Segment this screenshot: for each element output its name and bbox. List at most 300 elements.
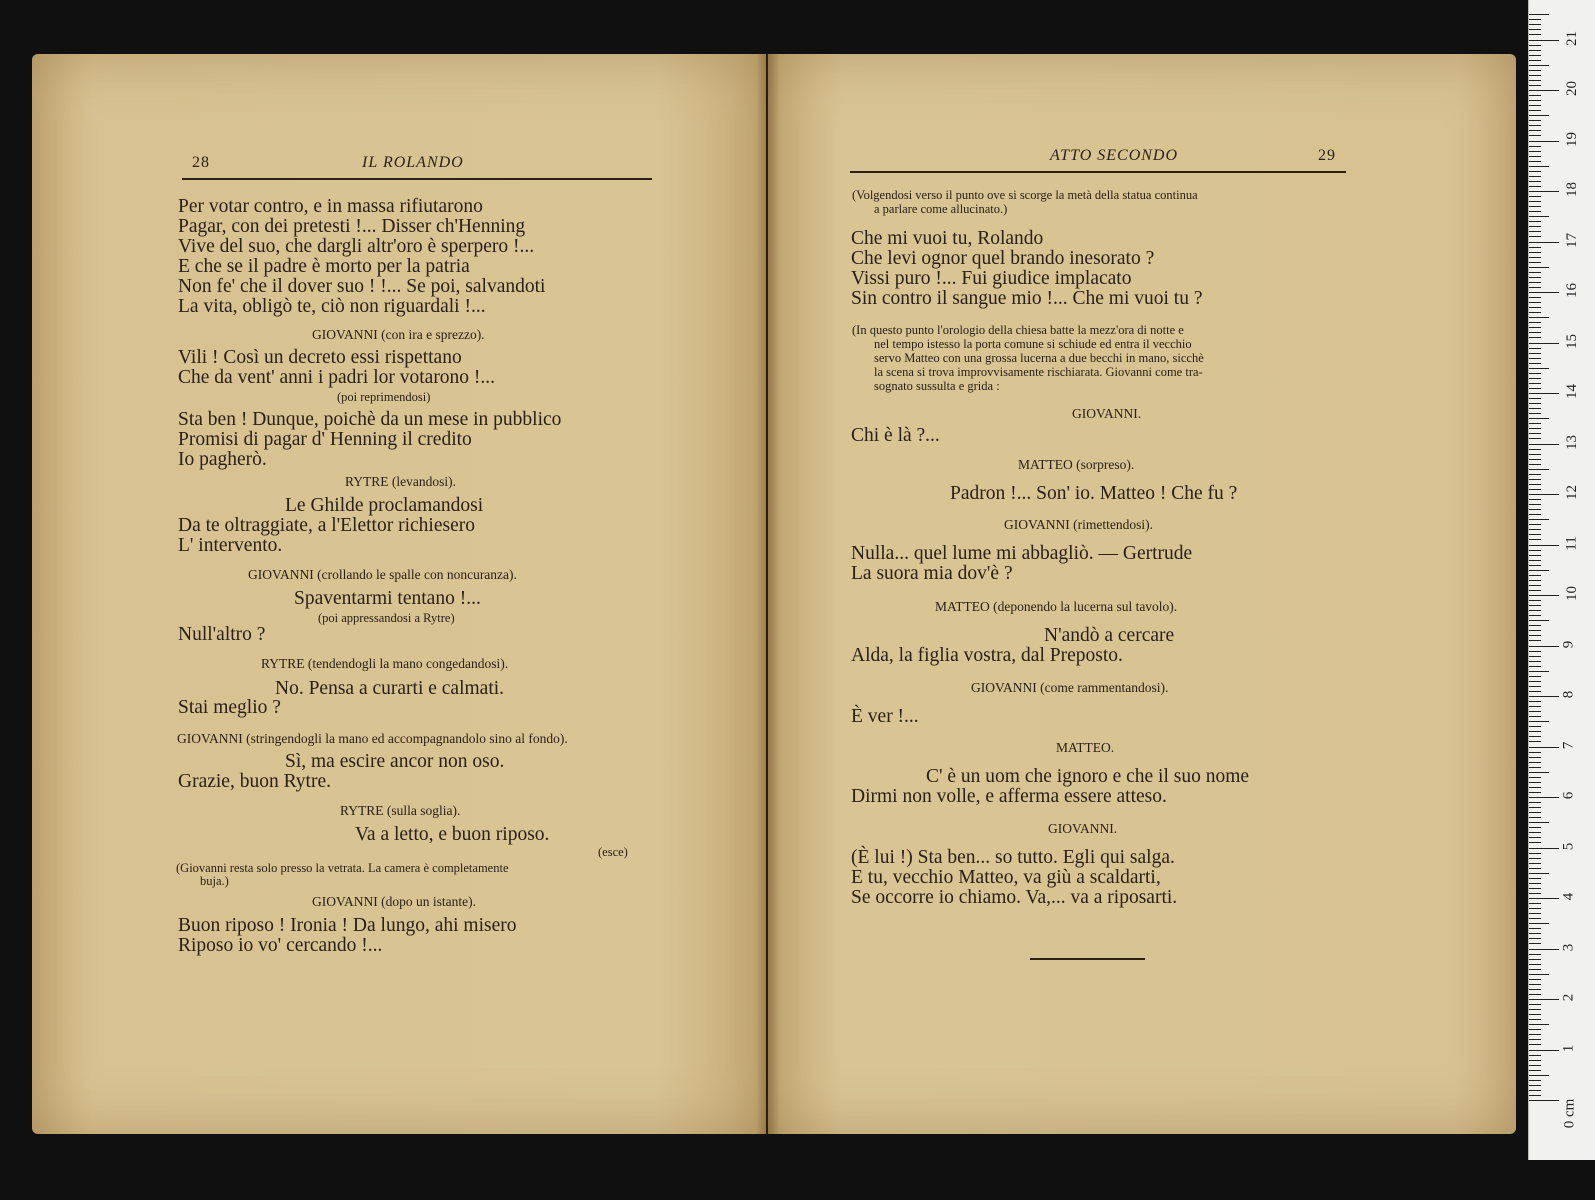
ruler-tick: [1529, 928, 1541, 929]
ruler-tick: [1529, 499, 1541, 500]
ruler-number: 5: [1560, 842, 1577, 850]
ruler-tick: [1529, 75, 1541, 76]
ruler-tick: [1529, 181, 1541, 182]
ruler-tick: [1529, 60, 1541, 61]
ruler-tick: [1529, 721, 1549, 722]
ruler-number: 11: [1563, 535, 1580, 551]
ruler-tick: [1529, 206, 1541, 207]
ruler-tick: [1529, 565, 1541, 566]
ruler-tick: [1529, 221, 1541, 222]
ruler-tick: [1529, 444, 1559, 445]
ruler-tick: [1529, 646, 1559, 647]
verse-line: E che se il padre è morto per la patria: [178, 256, 470, 277]
speaker-giovanni: GIOVANNI.: [1048, 821, 1118, 836]
ruler-tick: [1529, 403, 1541, 404]
ruler-tick: [1529, 105, 1541, 106]
speaker-matteo: MATTEO.: [1056, 740, 1115, 755]
ruler-number: 19: [1564, 131, 1580, 147]
stage-direction: (Volgendosi verso il punto ove si scorge la metà della statua continua: [852, 188, 1198, 202]
ruler-tick: [1529, 822, 1549, 823]
ruler-tick: [1529, 1024, 1549, 1025]
ruler-tick: [1529, 353, 1541, 354]
ruler-tick: [1529, 1075, 1549, 1076]
ruler-tick: [1529, 65, 1549, 66]
ruler-tick: [1529, 686, 1541, 687]
ruler-tick: [1529, 166, 1549, 167]
ruler-tick: [1529, 343, 1559, 344]
ruler-tick: [1529, 337, 1541, 338]
ruler-tick: [1529, 236, 1541, 237]
running-head-left: IL ROLANDO: [362, 154, 464, 171]
ruler-tick: [1529, 388, 1541, 389]
verse-line: È ver !...: [851, 706, 919, 727]
ruler-number: 20: [1564, 81, 1580, 96]
ruler-number: 18: [1564, 182, 1580, 197]
ruler-tick: [1529, 469, 1549, 470]
verse-line: Pagar, con dei pretesti !... Disser ch'Henning: [178, 216, 526, 237]
ruler-number: 17: [1564, 232, 1580, 248]
ruler-tick: [1529, 252, 1541, 253]
verse-line: Nulla... quel lume mi abbagliò. — Gertrude: [851, 543, 1193, 564]
verse-line: Dirmi non volle, e afferma essere atteso.: [851, 786, 1167, 807]
ruler-tick: [1529, 984, 1541, 985]
ruler-tick: [1529, 70, 1541, 71]
ruler-tick: [1529, 1014, 1541, 1015]
ruler-tick: [1529, 302, 1541, 303]
ruler-tick: [1529, 661, 1541, 662]
verse-line: E tu, vecchio Matteo, va giù a scaldarti,: [851, 867, 1161, 888]
ruler-tick: [1529, 999, 1559, 1000]
ruler-tick: [1529, 494, 1559, 495]
ruler-tick: [1529, 504, 1541, 505]
left-page: [32, 54, 766, 1134]
verse-line: Vissi puro !... Fui giudice implacato: [851, 268, 1132, 289]
ruler-tick: [1529, 772, 1549, 773]
ruler-tick: [1529, 1034, 1541, 1035]
speaker-giovanni: GIOVANNI (come rammentandosi).: [971, 680, 1169, 695]
stage-direction: (In questo punto l'orologio della chiesa batte la mezz'ora di notte e: [852, 323, 1184, 337]
ruler-tick: [1529, 630, 1541, 631]
ruler-tick: [1529, 848, 1559, 849]
ruler-tick: [1529, 913, 1541, 914]
ruler-tick: [1529, 954, 1541, 955]
ruler-number: 7: [1560, 741, 1577, 749]
verse-line: La suora mia dov'è ?: [851, 563, 1013, 584]
ruler-tick: [1529, 524, 1541, 525]
ruler-tick: [1529, 1070, 1541, 1071]
ruler-tick: [1529, 858, 1541, 859]
ruler-number: 15: [1564, 333, 1580, 349]
ruler-tick: [1529, 519, 1549, 520]
ruler-tick: [1529, 620, 1549, 621]
ruler-tick: [1529, 656, 1541, 657]
ruler-tick: [1529, 393, 1559, 394]
ruler-tick: [1529, 1029, 1541, 1030]
ruler-tick: [1529, 317, 1549, 318]
ruler-tick: [1529, 782, 1541, 783]
verse-line: Va a letto, e buon riposo.: [355, 824, 550, 845]
ruler-tick: [1529, 368, 1549, 369]
right-page: [768, 54, 1516, 1134]
ruler-tick: [1529, 50, 1541, 51]
ruler-tick: [1529, 605, 1541, 606]
ruler-tick: [1529, 146, 1541, 147]
measuring-ruler: [1528, 0, 1595, 1160]
ruler-tick: [1529, 893, 1541, 894]
running-head-right: ATTO SECONDO: [1050, 147, 1179, 164]
ruler-tick: [1529, 201, 1541, 202]
verse-line: N'andò a cercare: [1044, 625, 1175, 646]
verse-line: Che levi ognor quel brando inesorato ?: [851, 248, 1155, 269]
ruler-tick: [1529, 1009, 1541, 1010]
ruler-number: 9: [1560, 640, 1577, 648]
stage-direction: servo Matteo con una grossa lucerna a due becchi in mano, sicchè: [874, 351, 1204, 365]
ruler-tick: [1529, 156, 1541, 157]
ruler-tick: [1529, 716, 1541, 717]
ruler-tick: [1529, 95, 1541, 96]
ruler-number: 13: [1564, 434, 1580, 450]
ruler-tick: [1529, 1019, 1541, 1020]
verse-line: Se occorre io chiamo. Va,... va a riposarti.: [851, 887, 1178, 908]
ruler-tick: [1529, 938, 1541, 939]
verse-line: Che mi vuoi tu, Rolando: [851, 228, 1044, 249]
ruler-tick: [1529, 994, 1541, 995]
ruler-tick: [1529, 267, 1549, 268]
ruler-tick: [1529, 40, 1559, 41]
verse-line: Sin contro il sangue mio !... Che mi vuoi tu ?: [851, 288, 1203, 309]
header-rule-right: [850, 171, 1346, 173]
ruler-tick: [1529, 757, 1541, 758]
page-number-right: 29: [1318, 147, 1336, 164]
ruler-tick: [1529, 373, 1541, 374]
verse-line: Alda, la figlia vostra, dal Preposto.: [851, 645, 1123, 666]
speaker-rytre: RYTRE (tendendogli la mano congedandosi).: [261, 656, 509, 671]
ruler-tick: [1529, 837, 1541, 838]
ruler-tick: [1529, 863, 1541, 864]
ruler-tick: [1529, 489, 1541, 490]
ruler-tick: [1529, 297, 1541, 298]
ruler-tick: [1529, 696, 1559, 697]
ruler-tick: [1529, 100, 1541, 101]
verse-line: Da te oltraggiate, a l'Elettor richiesero: [178, 515, 475, 536]
ruler-tick: [1529, 272, 1541, 273]
stage-direction: la scena si trova improvvisamente rischiarata. Giovanni come tra-: [874, 365, 1203, 379]
ruler-tick: [1529, 1095, 1541, 1096]
verse-line: Chi è là ?...: [851, 425, 940, 446]
ruler-tick: [1529, 151, 1541, 152]
ruler-tick: [1529, 327, 1541, 328]
ruler-tick: [1529, 908, 1541, 909]
ruler-tick: [1529, 545, 1559, 546]
speaker-matteo: MATTEO (deponendo la lucerna sul tavolo).: [935, 599, 1178, 614]
ruler-tick: [1529, 792, 1541, 793]
ruler-tick: [1529, 1060, 1541, 1061]
page-number-left: 28: [192, 154, 210, 171]
ruler-tick: [1529, 1039, 1541, 1040]
ruler-tick: [1529, 580, 1541, 581]
ruler-tick: [1529, 600, 1541, 601]
ruler-tick: [1529, 257, 1541, 258]
ruler-tick: [1529, 726, 1541, 727]
ruler-tick: [1529, 1050, 1559, 1051]
ruler-tick: [1529, 842, 1541, 843]
ruler-tick: [1529, 90, 1559, 91]
ruler-tick: [1529, 322, 1541, 323]
ruler-tick: [1529, 423, 1541, 424]
book-gutter: [756, 54, 780, 1134]
speaker-rytre: RYTRE (levandosi).: [345, 474, 456, 489]
ruler-tick: [1529, 888, 1541, 889]
verse-line: Stai meglio ?: [178, 697, 281, 718]
ruler-unit-label: 0 cm: [1561, 1098, 1578, 1129]
ruler-tick: [1529, 196, 1541, 197]
ruler-tick: [1529, 974, 1549, 975]
speaker-giovanni: GIOVANNI (con ira e sprezzo).: [312, 327, 485, 342]
ruler-tick: [1529, 348, 1541, 349]
ruler-tick: [1529, 964, 1541, 965]
ruler-tick: [1529, 550, 1541, 551]
ruler-tick: [1529, 529, 1541, 530]
ruler-tick: [1529, 161, 1541, 162]
verse-line: C' è un uom che ignoro e che il suo nome: [926, 766, 1250, 787]
ruler-tick: [1529, 923, 1549, 924]
ruler-tick: [1529, 282, 1541, 283]
ruler-tick: [1529, 1004, 1541, 1005]
ruler-tick: [1529, 363, 1541, 364]
ruler-tick: [1529, 312, 1541, 313]
ruler-tick: [1529, 428, 1541, 429]
speaker-giovanni: GIOVANNI (dopo un istante).: [312, 894, 476, 909]
stage-direction: sognato sussulta e grida :: [874, 379, 1000, 393]
ruler-tick: [1529, 666, 1541, 667]
verse-line: Sta ben ! Dunque, poichè da un mese in pubblico: [178, 409, 562, 430]
ruler-tick: [1529, 933, 1541, 934]
ruler-tick: [1529, 651, 1541, 652]
ruler-tick: [1529, 277, 1541, 278]
ruler-tick: [1529, 176, 1541, 177]
ruler-tick: [1529, 615, 1541, 616]
speaker-giovanni: GIOVANNI.: [1072, 406, 1142, 421]
ruler-tick: [1529, 135, 1541, 136]
ruler-tick: [1529, 287, 1541, 288]
ruler-tick: [1529, 555, 1541, 556]
ruler-tick: [1529, 595, 1559, 596]
ruler-tick: [1529, 449, 1541, 450]
ruler-tick: [1529, 14, 1549, 15]
ruler-number: 16: [1564, 283, 1580, 298]
ruler-tick: [1529, 398, 1541, 399]
ruler-number: 21: [1564, 30, 1580, 46]
ruler-tick: [1529, 777, 1541, 778]
ruler-tick: [1529, 575, 1541, 576]
ruler-tick: [1529, 34, 1541, 35]
ruler-tick: [1529, 539, 1541, 540]
ruler-number: 4: [1560, 892, 1577, 901]
speaker-giovanni: GIOVANNI (stringendogli la mano ed accompagnandolo sino al fondo).: [177, 731, 568, 746]
ruler-tick: [1529, 671, 1549, 672]
verse-line: Che da vent' anni i padri lor votarono !...: [178, 367, 496, 388]
ruler-tick: [1529, 903, 1541, 904]
ruler-tick: [1529, 216, 1549, 217]
verse-line: Null'altro ?: [178, 624, 266, 645]
ruler-tick: [1529, 883, 1541, 884]
verse-line: Io pagherò.: [178, 449, 267, 470]
ruler-tick: [1529, 635, 1541, 636]
ruler-tick: [1529, 590, 1541, 591]
verse-line: Promisi di pagar d' Henning il credito: [178, 429, 472, 450]
verse-line: Padron !... Son' io. Matteo ! Che fu ?: [950, 483, 1238, 504]
ruler-number: 14: [1564, 384, 1580, 399]
ruler-tick: [1529, 262, 1541, 263]
ruler-tick: [1529, 752, 1541, 753]
ruler-tick: [1529, 418, 1549, 419]
ruler-tick: [1529, 711, 1541, 712]
ruler-tick: [1529, 120, 1541, 121]
ruler-tick: [1529, 509, 1541, 510]
verse-line: (È lui !) Sta ben... so tutto. Egli qui salga.: [851, 847, 1175, 868]
ruler-tick: [1529, 701, 1541, 702]
ruler-tick: [1529, 433, 1541, 434]
ruler-tick: [1529, 1065, 1541, 1066]
verse-line: Le Ghilde proclamandosi: [285, 495, 484, 516]
stage-direction: nel tempo istesso la porta comune si schiude ed entra il vecchio: [874, 337, 1192, 351]
ruler-tick: [1529, 585, 1541, 586]
ruler-tick: [1529, 226, 1541, 227]
ruler-tick: [1529, 812, 1541, 813]
ruler-tick: [1529, 454, 1541, 455]
ruler-tick: [1529, 736, 1541, 737]
verse-line: No. Pensa a curarti e calmati.: [275, 678, 505, 699]
ruler-tick: [1529, 741, 1541, 742]
ruler-tick: [1529, 959, 1541, 960]
ruler-tick: [1529, 691, 1541, 692]
ruler-tick: [1529, 979, 1541, 980]
ruler-number: 8: [1560, 690, 1577, 699]
ruler-tick: [1529, 247, 1541, 248]
ruler-tick: [1529, 918, 1541, 919]
ruler-tick: [1529, 625, 1541, 626]
ruler-tick: [1529, 706, 1541, 707]
ruler-number: 2: [1560, 993, 1577, 1002]
speaker-giovanni: GIOVANNI (rimettendosi).: [1004, 517, 1153, 532]
ruler-tick: [1529, 807, 1541, 808]
ruler-tick: [1529, 1085, 1541, 1086]
ruler-tick: [1529, 802, 1541, 803]
ruler-tick: [1529, 378, 1541, 379]
ruler-tick: [1529, 610, 1541, 611]
ruler-tick: [1529, 464, 1541, 465]
ruler-number: 6: [1560, 791, 1577, 800]
ruler-tick: [1529, 80, 1541, 81]
ruler-tick: [1529, 853, 1541, 854]
ruler-tick: [1529, 943, 1541, 944]
stage-direction: (Giovanni resta solo presso la vetrata. La camera è completamente: [176, 861, 509, 875]
ruler-tick: [1529, 110, 1541, 111]
ruler-tick: [1529, 413, 1541, 414]
ruler-tick: [1529, 24, 1541, 25]
ruler-number: 1: [1560, 1044, 1577, 1052]
ruler-tick: [1529, 731, 1541, 732]
ruler-tick: [1529, 191, 1559, 192]
ruler-tick: [1529, 787, 1541, 788]
ruler-tick: [1529, 85, 1541, 86]
ruler-tick: [1529, 130, 1541, 131]
verse-line: Sì, ma escire ancor non oso.: [285, 751, 505, 772]
ruler-tick: [1529, 1080, 1541, 1081]
ruler-tick: [1529, 832, 1541, 833]
ruler-tick: [1529, 570, 1549, 571]
stage-direction: a parlare come allucinato.): [874, 202, 1008, 216]
stage-direction: buja.): [200, 874, 229, 888]
ruler-tick: [1529, 242, 1559, 243]
ruler-tick: [1529, 29, 1541, 30]
ruler-tick: [1529, 115, 1549, 116]
ruler-tick: [1529, 307, 1541, 308]
verse-line: L' intervento.: [178, 535, 283, 556]
ruler-tick: [1529, 989, 1541, 990]
ruler-tick: [1529, 358, 1541, 359]
ruler-tick: [1529, 969, 1541, 970]
verse-line: Spaventarmi tentano !...: [294, 588, 481, 609]
ruler-tick: [1529, 640, 1541, 641]
verse-line: Vili ! Così un decreto essi rispettano: [178, 347, 462, 368]
ruler-tick: [1529, 898, 1559, 899]
ruler-tick: [1529, 762, 1541, 763]
stage-direction: (esce): [598, 845, 628, 859]
ruler-number: 12: [1564, 485, 1580, 500]
stage-direction: (poi reprimendosi): [337, 390, 431, 404]
ruler-tick: [1529, 797, 1559, 798]
speaker-giovanni: GIOVANNI (crollando le spalle con noncuranza).: [248, 567, 517, 582]
ruler-tick: [1529, 459, 1541, 460]
ruler-tick: [1529, 747, 1559, 748]
ruler-tick: [1529, 171, 1541, 172]
ruler-number: 3: [1560, 943, 1577, 951]
ruler-tick: [1529, 141, 1559, 142]
verse-line: Buon riposo ! Ironia ! Da lungo, ahi misero: [178, 915, 517, 936]
ruler-tick: [1529, 681, 1541, 682]
ruler-tick: [1529, 1090, 1541, 1091]
ruler-tick: [1529, 408, 1541, 409]
verse-line: La vita, obligò te, ciò non riguardali !...: [178, 296, 486, 317]
speaker-matteo: MATTEO (sorpreso).: [1018, 457, 1135, 472]
end-rule: [1030, 958, 1145, 960]
ruler-tick: [1529, 211, 1541, 212]
ruler-tick: [1529, 45, 1541, 46]
ruler-tick: [1529, 827, 1541, 828]
verse-line: Non fe' che il dover suo ! !... Se poi, salvandoti: [178, 276, 546, 297]
stage-direction: (poi appressandosi a Rytre): [318, 611, 455, 625]
ruler-tick: [1529, 484, 1541, 485]
ruler-tick: [1529, 514, 1541, 515]
ruler-tick: [1529, 560, 1541, 561]
ruler-tick: [1529, 383, 1541, 384]
ruler-tick: [1529, 878, 1541, 879]
speaker-rytre: RYTRE (sulla soglia).: [340, 803, 461, 818]
ruler-tick: [1529, 676, 1541, 677]
ruler-tick: [1529, 817, 1541, 818]
verse-line: Vive del suo, che dargli altr'oro è sperpero !...: [178, 236, 535, 257]
ruler-tick: [1529, 19, 1541, 20]
ruler-number: 10: [1564, 586, 1580, 601]
verse-line: Grazie, buon Rytre.: [178, 771, 332, 792]
ruler-tick: [1529, 186, 1541, 187]
ruler-tick: [1529, 438, 1541, 439]
ruler-tick: [1529, 55, 1541, 56]
verse-line: Per votar contro, e in massa rifiutarono: [178, 196, 483, 217]
ruler-tick: [1529, 474, 1541, 475]
ruler-tick: [1529, 1044, 1541, 1045]
